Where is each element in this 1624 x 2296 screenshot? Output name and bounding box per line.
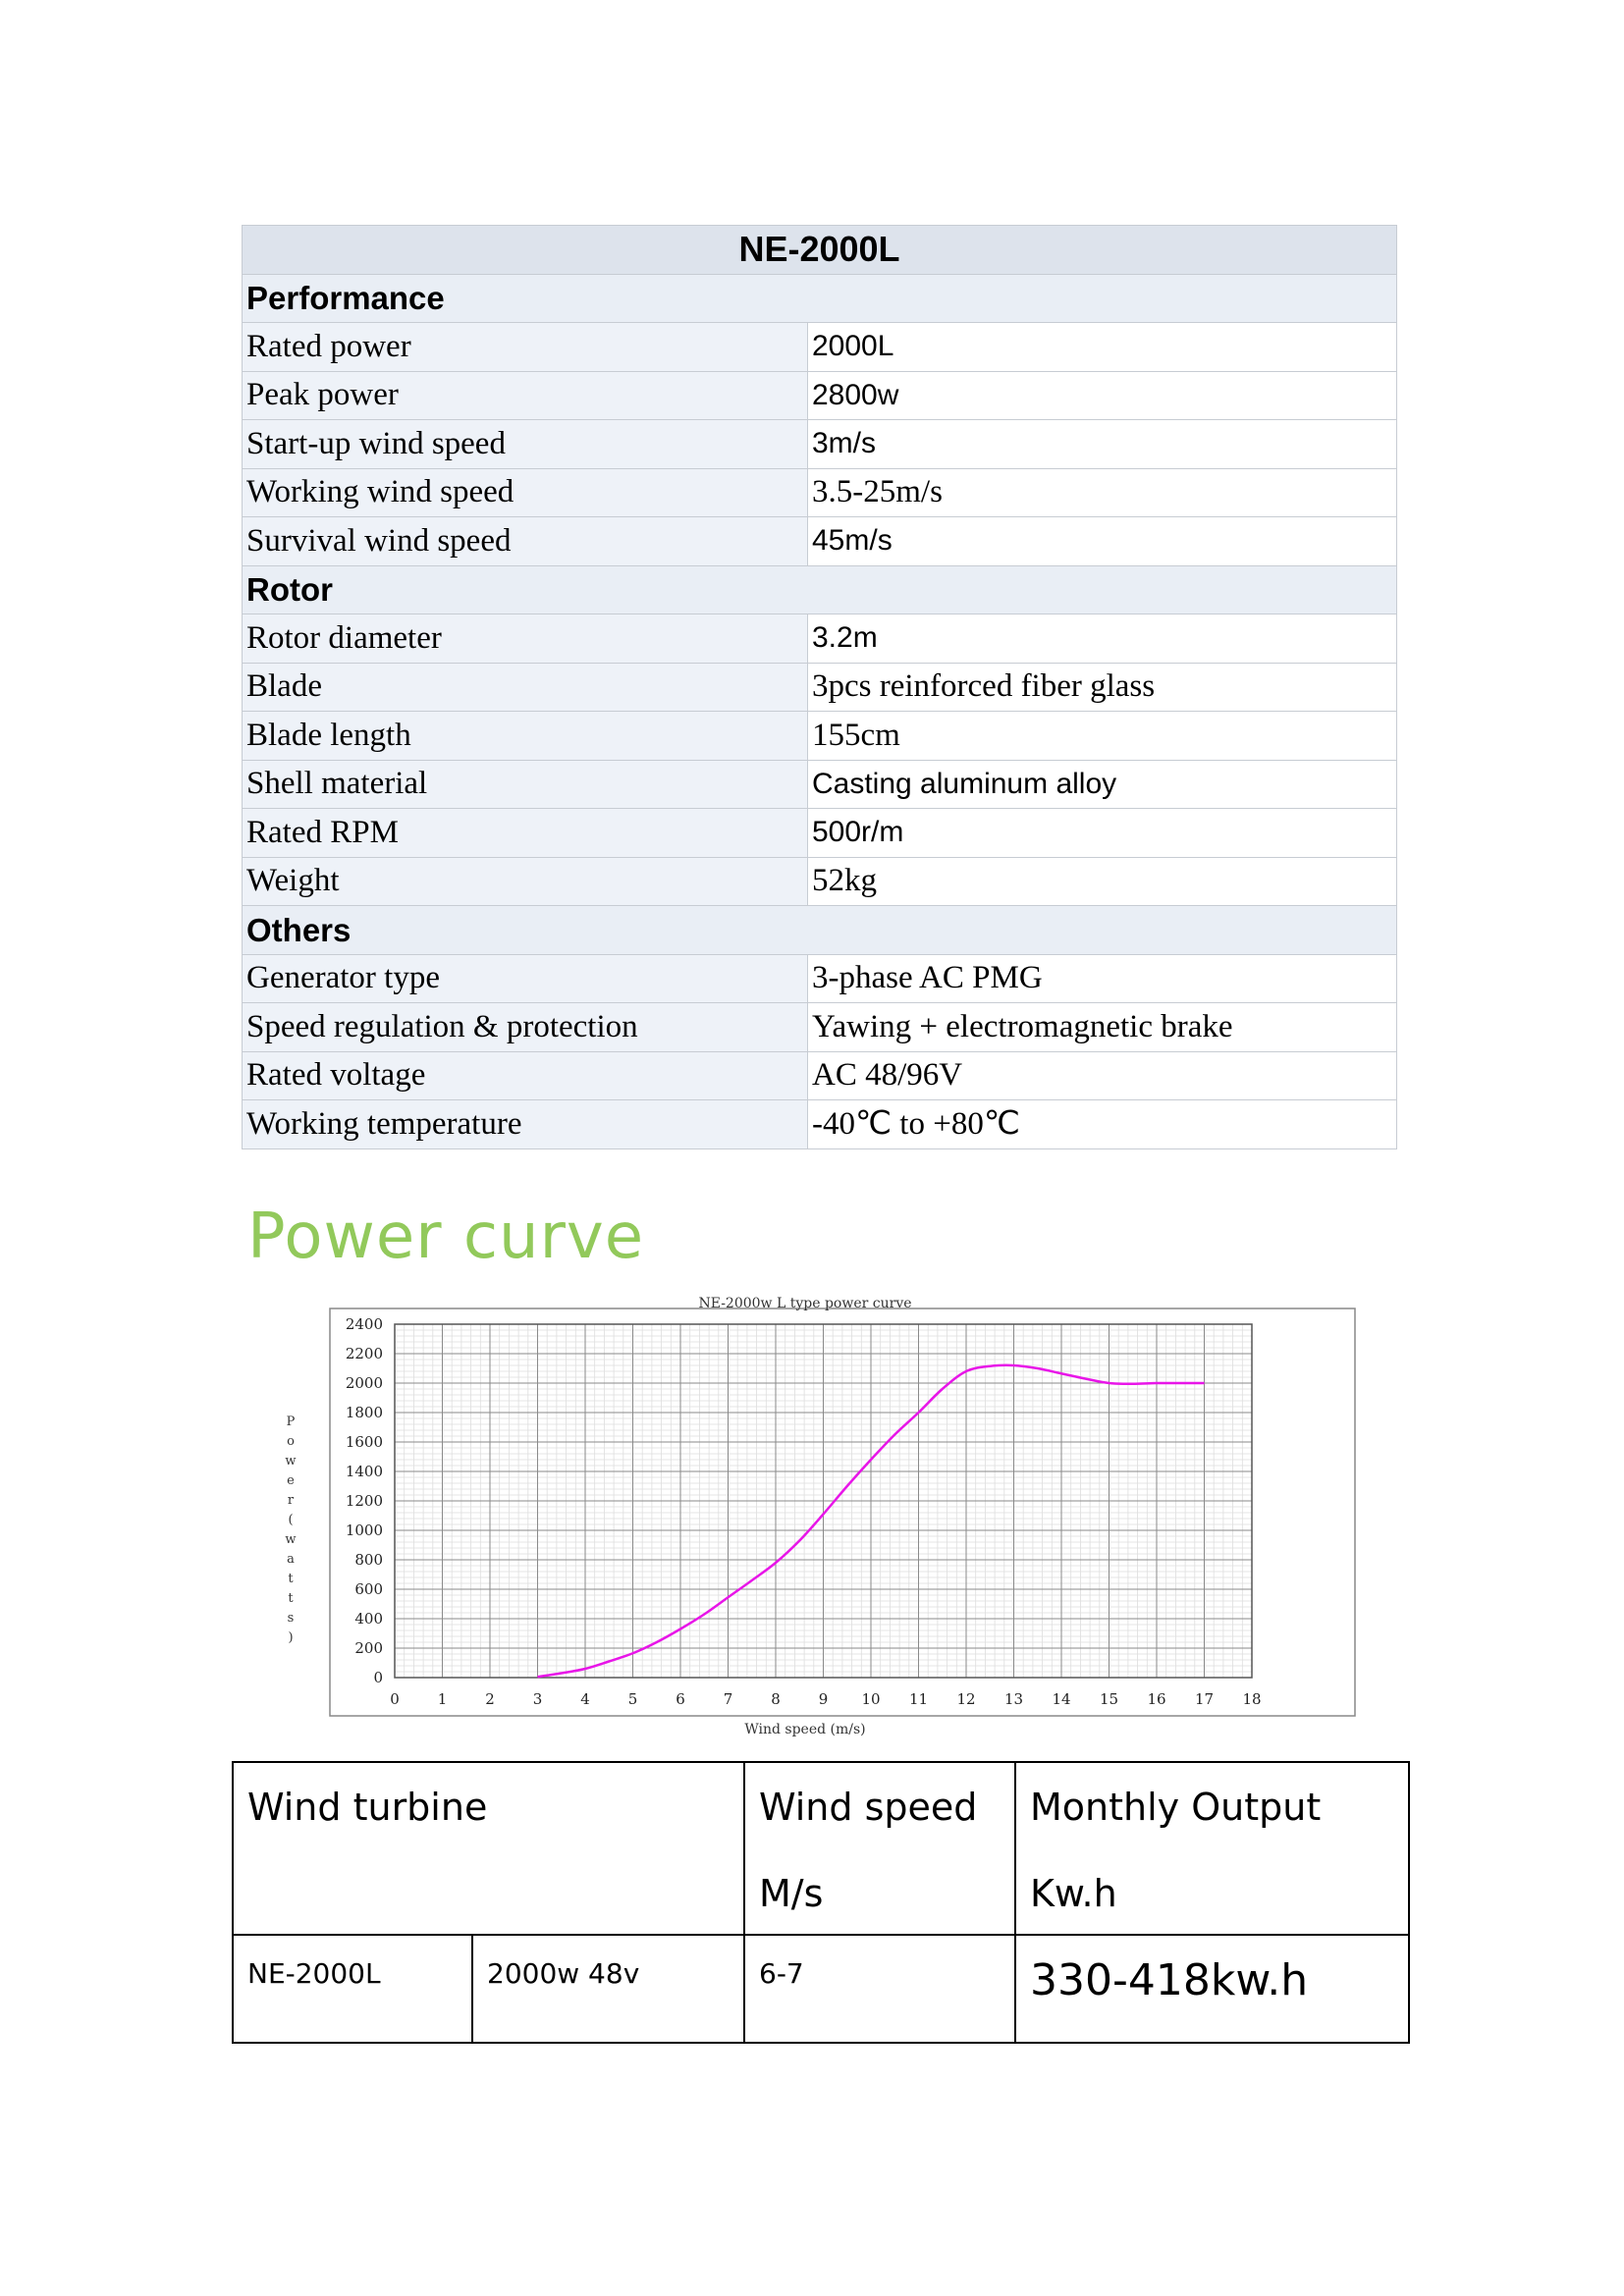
spec-value: Casting aluminum alloy	[808, 760, 1397, 809]
section-title: Rotor	[243, 565, 1397, 614]
spec-label: Working wind speed	[243, 468, 808, 517]
x-tick-label: 7	[723, 1690, 733, 1708]
x-tick-label: 0	[390, 1690, 400, 1708]
spec-label: Rated voltage	[243, 1051, 808, 1100]
x-tick-label: 14	[1052, 1690, 1071, 1708]
spec-value: 3pcs reinforced fiber glass	[808, 663, 1397, 712]
spec-label: Peak power	[243, 371, 808, 420]
spec-value: 2800w	[808, 371, 1397, 420]
spec-label: Rated RPM	[243, 809, 808, 858]
y-tick-label: 1000	[345, 1522, 383, 1539]
header-wind-speed	[744, 1762, 1015, 1935]
x-tick-label: 11	[908, 1690, 929, 1708]
x-tick-label: 13	[1003, 1690, 1024, 1708]
spec-value: 45m/s	[808, 517, 1397, 566]
spec-value: 500r/m	[808, 809, 1397, 858]
y-axis-label-char: s	[287, 1611, 295, 1626]
y-tick-label: 0	[373, 1669, 383, 1686]
header-wind-turbine-label: Wind turbine	[247, 1786, 488, 1829]
spec-value: Yawing + electromagnetic brake	[808, 1003, 1397, 1052]
spec-label: Blade length	[243, 712, 808, 761]
spec-value: 2000L	[808, 323, 1397, 372]
spec-value: 155cm	[808, 712, 1397, 761]
x-tick-label: 10	[861, 1690, 881, 1708]
y-tick-label: 1400	[345, 1463, 383, 1480]
spec-label: Rotor diameter	[243, 614, 808, 664]
y-axis-label-char: w	[285, 1532, 297, 1547]
y-tick-label: 1200	[345, 1492, 383, 1510]
y-axis-label-char: )	[288, 1630, 294, 1645]
y-tick-label: 600	[354, 1580, 383, 1598]
header-monthly-output	[1015, 1762, 1409, 1935]
y-tick-label: 2000	[345, 1374, 383, 1392]
section-title: Performance	[243, 274, 1397, 323]
x-tick-label: 5	[627, 1690, 638, 1708]
output-header-row	[233, 1762, 1409, 1935]
x-tick-label: 8	[771, 1690, 781, 1708]
cell-wind-speed: 6-7	[744, 1935, 1015, 2043]
spec-label: Survival wind speed	[243, 517, 808, 566]
spec-label: Blade	[243, 663, 808, 712]
cell-spec: 2000w 48v	[472, 1935, 744, 2043]
spec-title: NE-2000L	[243, 226, 1397, 275]
section-title: Others	[243, 906, 1397, 955]
y-tick-label: 800	[354, 1551, 383, 1569]
x-tick-label: 17	[1194, 1690, 1215, 1708]
power-curve-heading: Power curve	[247, 1201, 645, 1273]
spec-label: Speed regulation & protection	[243, 1003, 808, 1052]
chart-title: NE-2000w L type power curve	[698, 1296, 912, 1311]
y-tick-label: 1600	[345, 1433, 383, 1451]
header-monthly-output-label: Monthly Output	[1030, 1786, 1322, 1829]
spec-label: Start-up wind speed	[243, 420, 808, 469]
y-axis-label-char: a	[287, 1552, 295, 1567]
chart-y-axis-label	[285, 1415, 296, 1645]
y-axis-label-char: w	[285, 1454, 297, 1468]
y-axis-label-char: P	[286, 1415, 296, 1429]
y-axis-label-char: r	[287, 1493, 295, 1508]
y-axis-label-char: o	[287, 1434, 295, 1449]
x-tick-label: 6	[676, 1690, 685, 1708]
spec-value: 52kg	[808, 857, 1397, 906]
spec-label: Working temperature	[243, 1100, 808, 1149]
spec-value: 3.2m	[808, 614, 1397, 664]
output-table	[232, 1761, 1410, 2044]
x-tick-label: 4	[580, 1690, 590, 1708]
y-axis-label-char: e	[287, 1473, 295, 1488]
y-tick-label: 200	[354, 1639, 383, 1657]
spec-value: 3.5-25m/s	[808, 468, 1397, 517]
output-data-row	[233, 1935, 1409, 2043]
x-tick-label: 12	[956, 1690, 976, 1708]
header-wind-turbine	[233, 1762, 744, 1935]
x-tick-label: 1	[437, 1690, 448, 1708]
spec-value: 3m/s	[808, 420, 1397, 469]
spec-value: AC 48/96V	[808, 1051, 1397, 1100]
cell-model: NE-2000L	[233, 1935, 472, 2043]
header-wind-speed-label: Wind speed	[759, 1786, 978, 1829]
y-axis-label-char: (	[288, 1513, 294, 1527]
y-tick-label: 400	[354, 1610, 383, 1628]
header-wind-speed-unit: M/s	[759, 1872, 824, 1915]
spec-label: Shell material	[243, 760, 808, 809]
y-axis-label-char: t	[288, 1591, 294, 1606]
spec-label: Generator type	[243, 954, 808, 1003]
x-tick-label: 16	[1147, 1690, 1166, 1708]
spec-value: -40℃ to +80℃	[808, 1100, 1397, 1149]
x-tick-label: 9	[818, 1690, 829, 1708]
x-tick-label: 15	[1099, 1690, 1119, 1708]
spec-label: Rated power	[243, 323, 808, 372]
cell-monthly-output: 330-418kw.h	[1015, 1935, 1409, 2043]
y-tick-label: 2400	[345, 1315, 383, 1333]
header-monthly-output-unit: Kw.h	[1030, 1872, 1117, 1915]
x-tick-label: 18	[1242, 1690, 1262, 1708]
spec-label: Weight	[243, 857, 808, 906]
y-tick-label: 1800	[345, 1404, 383, 1421]
spec-value: 3-phase AC PMG	[808, 954, 1397, 1003]
chart-x-axis-label: Wind speed (m/s)	[744, 1722, 866, 1737]
x-tick-label: 3	[532, 1690, 543, 1708]
y-axis-label-char: t	[288, 1572, 294, 1586]
y-tick-label: 2200	[345, 1345, 383, 1362]
x-tick-label: 2	[485, 1690, 495, 1708]
